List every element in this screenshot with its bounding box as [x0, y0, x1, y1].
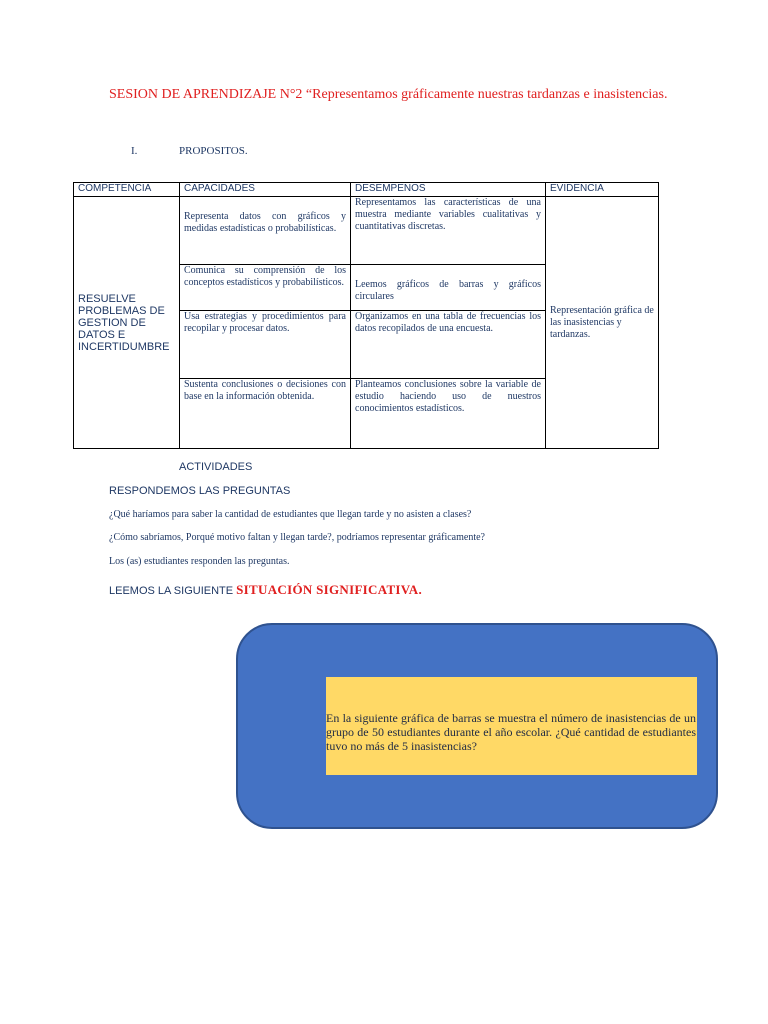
capacidad-text: Representa datos con gráficos y medidas estadísticas o probabilísticas. [184, 211, 346, 234]
question-2: ¿Cómo sabríamos, Porqué motivo faltan y llegan tarde?, podríamos representar gráficamente? [109, 532, 485, 543]
situation-heading [109, 582, 422, 598]
question-3: Los (as) estudiantes responden las preguntas. [109, 556, 290, 567]
header-capacidades: CAPACIDADES [180, 183, 351, 197]
activities-heading: ACTIVIDADES [179, 461, 253, 473]
desempeno-cell [351, 265, 546, 311]
desempeno-text: Representamos las características de una muestra mediante variables cualitativas y cuantitativas discretas. [355, 197, 541, 232]
desempeno-text: Organizamos en una tabla de frecuencias los datos recopilados de una encuesta. [355, 311, 541, 334]
situation-text: En la siguiente gráfica de barras se muestra el número de inasistencias de un grupo de 50 estudiantes durante el año escolar. ¿Qué cantidad de estudiantes tuvo no más de 5 inasistencias? [326, 711, 696, 753]
capacidad-text: Comunica su comprensión de los conceptos estadísticos y probabilísticos. [184, 265, 346, 288]
section-heading: PROPOSITOS. [179, 145, 248, 157]
desempeno-text: Planteamos conclusiones sobre la variable de estudio haciendo uso de nuestros conocimientos estadísticos. [355, 379, 541, 414]
capacidad-cell [180, 197, 351, 265]
purposes-table [73, 182, 659, 449]
questions-heading: RESPONDEMOS LAS PREGUNTAS [109, 485, 291, 497]
header-evidencia: EVIDENCIA [546, 183, 659, 197]
competencia-cell: RESUELVE PROBLEMAS DE GESTION DE DATOS E INCERTIDUMBRE [74, 197, 180, 449]
capacidad-text: Sustenta conclusiones o decisiones con base en la información obtenida. [184, 379, 346, 402]
desempeno-text: Leemos gráficos de barras y gráficos circulares [355, 279, 541, 302]
capacidad-cell [180, 379, 351, 449]
capacidad-cell [180, 265, 351, 311]
section-number: I. [131, 145, 138, 157]
desempeno-cell [351, 311, 546, 379]
header-desempenos: DESEMPENOS [351, 183, 546, 197]
page-title: SESION DE APRENDIZAJE N°2 “Representamos gráficamente nuestras tardanzas e inasistencias. [109, 87, 668, 102]
desempeno-cell [351, 197, 546, 265]
situation-heading-prefix: LEEMOS LA SIGUIENTE [109, 585, 237, 597]
desempeno-cell [351, 379, 546, 449]
header-competencia: COMPETENCIA [74, 183, 180, 197]
capacidad-text: Usa estrategias y procedimientos para recopilar y procesar datos. [184, 311, 346, 334]
situation-heading-highlight: SITUACIÓN SIGNIFICATIVA. [236, 582, 423, 597]
question-1: ¿Qué haríamos para saber la cantidad de estudiantes que llegan tarde y no asisten a clases? [109, 509, 472, 520]
evidencia-cell: Representación gráfica de las inasistencias y tardanzas. [546, 197, 659, 449]
capacidad-cell [180, 311, 351, 379]
